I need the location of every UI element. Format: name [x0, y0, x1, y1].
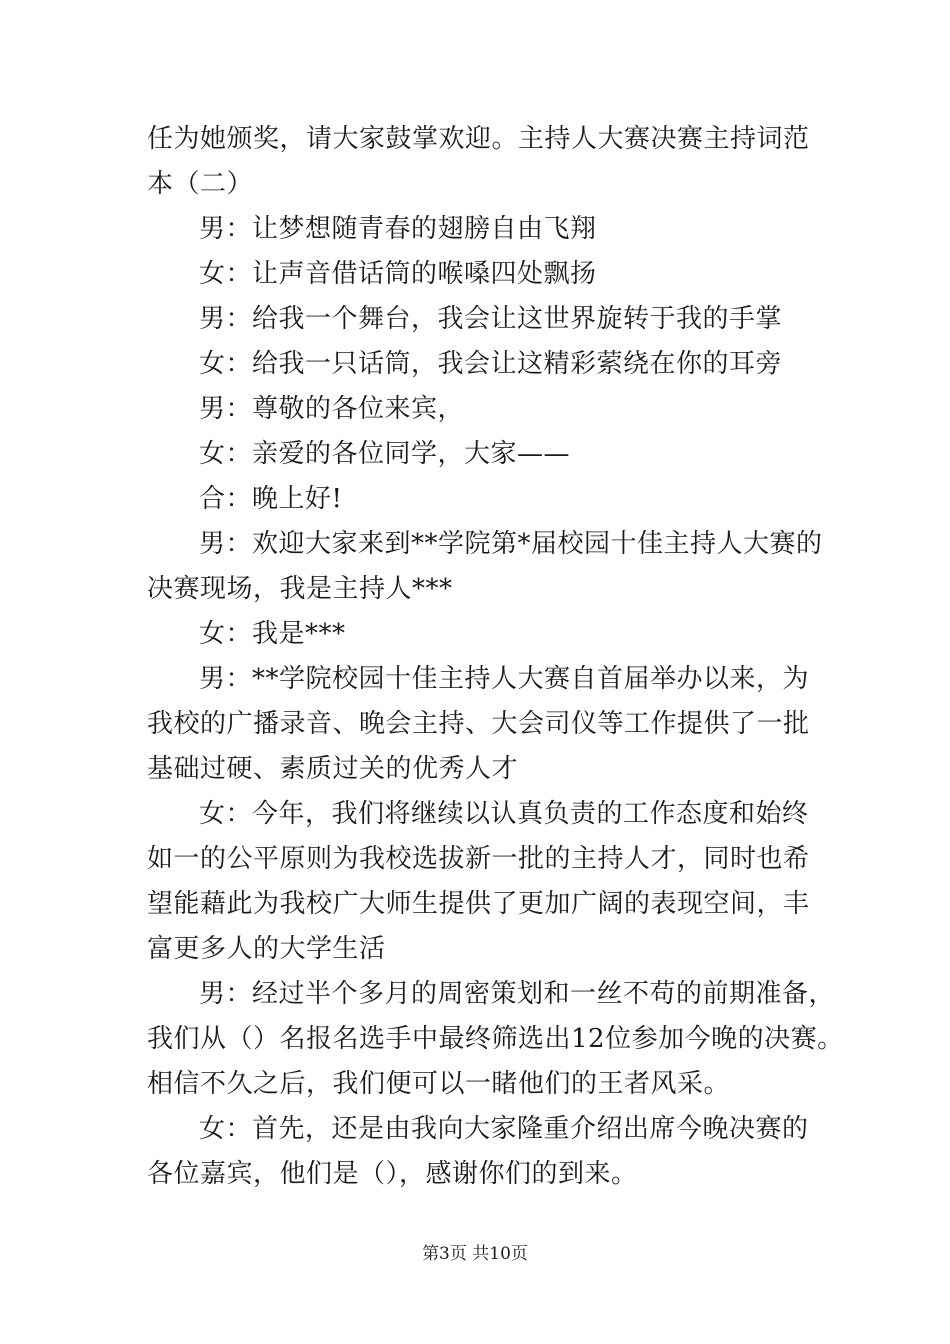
text-line: 男：让梦想随青春的翅膀自由飞翔: [199, 214, 597, 244]
text-line: 如一的公平原则为我校选拔新一批的主持人才，同时也希: [147, 844, 810, 874]
text-line: 合：晚上好!: [199, 484, 343, 514]
text-line: 女：首先，还是由我向大家隆重介绍出席今晚决赛的: [199, 1114, 809, 1144]
text-line: 男：**学院校园十佳主持人大赛自首届举办以来，为: [199, 664, 810, 694]
text-line: 望能藉此为我校广大师生提供了更加广阔的表现空间，丰: [147, 889, 810, 919]
text-line: 决赛现场，我是主持人***: [147, 574, 453, 604]
text-line: 相信不久之后，我们便可以一睹他们的王者风采。: [147, 1069, 731, 1099]
text-line: 本（二）: [147, 169, 254, 199]
text-line: 任为她颁奖，请大家鼓掌欢迎。主持人大赛决赛主持词范: [147, 124, 810, 154]
text-line: 女：今年，我们将继续以认真负责的工作态度和始终: [199, 799, 809, 829]
text-line: 各位嘉宾，他们是（），感谢你们的到来。: [147, 1159, 638, 1189]
text-line: 男：给我一个舞台，我会让这世界旋转于我的手掌: [199, 304, 783, 334]
text-line: 女：让声音借话筒的喉嗓四处飘扬: [199, 259, 597, 289]
text-line: 我们从（）名报名选手中最终筛选出12位参加今晚的决赛。: [147, 1024, 844, 1054]
text-line: 女：给我一只话筒，我会让这精彩萦绕在你的耳旁: [199, 349, 783, 379]
text-line: 男：尊敬的各位来宾，: [199, 394, 465, 424]
page-footer: 第3页 共10页: [422, 1244, 528, 1264]
text-line: 男：欢迎大家来到**学院第*届校园十佳主持人大赛的: [199, 529, 823, 559]
document-body: [147, 117, 844, 1197]
text-line: 我校的广播录音、晚会主持、大会司仪等工作提供了一批: [147, 709, 810, 739]
text-line: 富更多人的大学生活: [147, 934, 386, 964]
text-line: 基础过硬、素质过关的优秀人才: [147, 754, 519, 784]
text-line: 女：亲爱的各位同学，大家——: [199, 439, 571, 469]
text-line: 男：经过半个多月的周密策划和一丝不苟的前期准备，: [199, 979, 836, 1009]
text-line: 女：我是***: [199, 619, 346, 649]
